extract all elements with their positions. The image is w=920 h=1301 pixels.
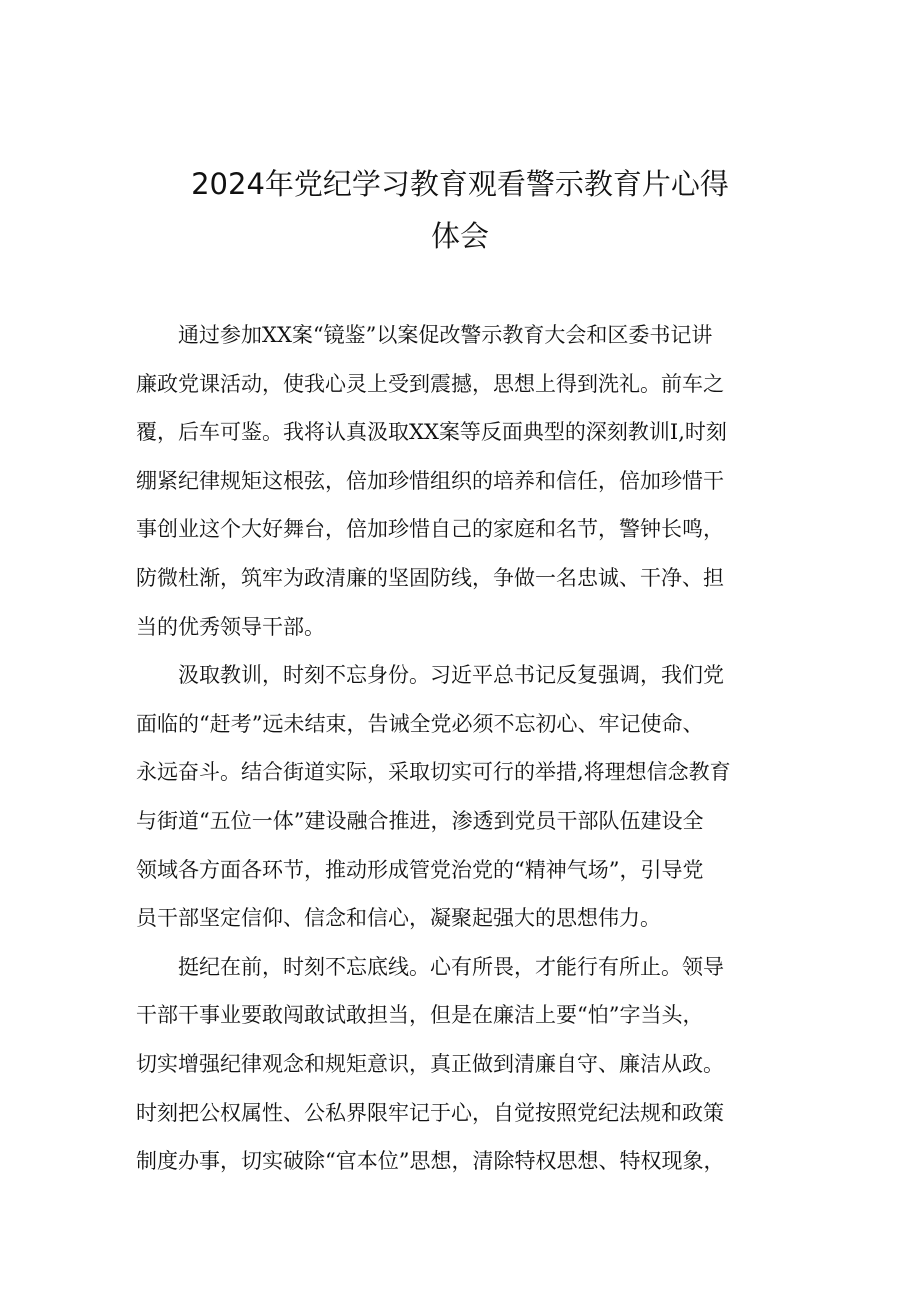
text-line: 干部干事业要敢闯敢试敢担当，但是在廉洁上要“怕”字当头， xyxy=(136,1003,704,1028)
document-title-line-2: 体会 xyxy=(430,219,489,253)
text-line: 员干部坚定信仰、信念和信心，凝聚起强大的思想伟力。 xyxy=(136,906,661,931)
text-line: 汲取教训，时刻不忘身份。习近平总书记反复强调，我们党 xyxy=(178,663,724,688)
document-body xyxy=(136,311,801,1186)
text-line: 防微杜渐，筑牢为政清廉的坚固防线，争做一名忠诚、干净、担 xyxy=(136,565,724,590)
text-line: 制度办事，切实破除“官本位”思想，清除特权思想、特权现象， xyxy=(136,1149,725,1174)
text-line: 切实增强纪律观念和规矩意识，真正做到清廉自守、廉洁从政。 xyxy=(136,1051,724,1076)
text-line: 覆，后车可鉴。我将认真汲取XX案等反面典型的深刻教训I,时刻 xyxy=(136,420,727,445)
text-line: 通过参加XX案“镜鉴”以案促改警示教育大会和区委书记讲 xyxy=(178,323,713,347)
text-line: 廉政党课活动，使我心灵上受到震撼，思想上得到洗礼。前车之 xyxy=(136,371,724,396)
text-line: 事创业这个大好舞台，倍加珍惜自己的家庭和名节，警钟长鸣， xyxy=(136,517,724,542)
text-line: 领域各方面各环节，推动形成管党治党的“精神气场”，引导党 xyxy=(136,857,704,882)
text-line: 当的优秀领导干部。 xyxy=(136,614,325,639)
document-title-line-1: 2024年党纪学习教育观看警示教育片心得 xyxy=(191,167,729,201)
text-line: 面临的“赶考”远未结束，告诫全党必须不忘初心、牢记使命、 xyxy=(136,711,704,736)
text-line: 绷紧纪律规矩这根弦，倍加珍惜组织的培养和信任，倍加珍惜干 xyxy=(136,468,724,493)
text-line: 永远奋斗。结合街道实际，采取切实可行的举措,将理想信念教育 xyxy=(136,760,731,785)
text-line: 挺纪在前，时刻不忘底线。心有所畏，才能行有所止。领导 xyxy=(178,954,724,979)
text-line: 与街道“五位一体”建设融合推进，渗透到党员干部队伍建设全 xyxy=(136,808,704,833)
text-line: 时刻把公权属性、公私界限牢记于心，自觉按照党纪法规和政策 xyxy=(136,1100,724,1125)
